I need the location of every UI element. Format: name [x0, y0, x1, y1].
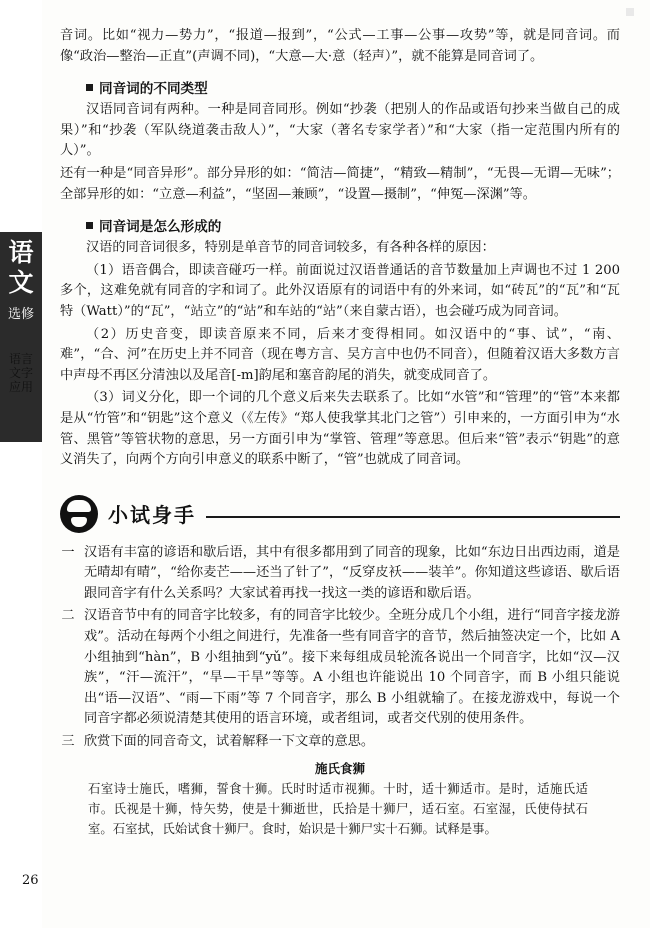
- item-text: 欣赏下面的同音奇文，试着解释一下文章的意思。: [84, 734, 375, 750]
- paragraph-2: 汉语同音词有两种。一种是同音同形。例如“抄袭（把别人的作品或语句抄来当做自己的成果）”和“抄袭（军队绕道袭击敌人）”，“大家（著名专家学者）”和“大家（指一定范围内所有的人）”。: [60, 102, 620, 159]
- story-body: 石室诗士施氏，嗜狮，誓食十狮。氏时时适市视狮。十时，适十狮适市。是时，适施氏适市。氏视是十狮，恃矢势，使是十狮逝世，氏拾是十狮尸，适石室。石室湿，氏使侍拭石室。石室拭，氏始试食十狮尸。食时，始识是十狮尸实十石狮。试释是事。: [88, 780, 588, 836]
- section-heading-1: [86, 77, 620, 97]
- list-item: [60, 732, 620, 753]
- section-heading-2-label: 同音词是怎么形成的: [99, 219, 222, 236]
- item-number: 二: [61, 608, 75, 624]
- list-item: [60, 606, 620, 730]
- exercise-list: [60, 543, 620, 753]
- spine-title: 语文: [8, 238, 34, 297]
- paragraph-6: （2）历史音变，即读音原来不同，后来才变得相同。如汉语中的“事、试”，“南、难”，“合、河”在历史上并不同音（现在粤方言、吴方言中也仍不同音），但随着汉语大多数方言中声母不再区分清浊以及尾音[-m]韵尾和塞音韵尾的消失，就变成同音了。: [60, 326, 620, 383]
- item-number: 一: [61, 544, 75, 560]
- paragraph-3: 还有一种是“同音异形”。部分异形的如：“简洁—简捷”，“精致—精制”，“无畏—无谓—无味”；全部异形的如：“立意—利益”，“坚固—兼顾”，“设置—摄制”，“伸冤—深渊”等。: [60, 165, 620, 202]
- paragraph-4: 汉语的同音词很多，特别是单音节的同音词较多，有各种各样的原因：: [86, 240, 495, 256]
- story-title: 施氏食狮: [314, 760, 365, 776]
- paragraph-7: （3）词义分化，即一个词的几个意义后来失去联系了。比如“水管”和“管理”的“管”本来都是从“竹管”和“钥匙”这个意义（《左传》“郑人使我掌其北门之管”）引申来的，一方面引申为“水管、黑管”等管状物的意思，另一方面引申为“掌管、管理”等意思。但后来“管”表示“钥匙”的意义消失了，向两个方向引申意义的联系中断了，“管”也就成了同音词。: [60, 390, 620, 468]
- exercise-title: 小试身手: [108, 503, 196, 528]
- exercise-divider: [206, 516, 620, 518]
- section-heading-2: [86, 215, 620, 235]
- book-spine: [0, 0, 42, 928]
- page-number: 26: [22, 873, 39, 888]
- item-text: 汉语音节中有的同音字比较多，有的同音字比较少。全班分成几个小组，进行“同音字接龙游戏”。活动在每两个小组之间进行，先准备一些有同音字的音节，然后抽签决定一个，比如 A 小组抽到“hàn”，B 小组抽到“yǔ”。接下来每组成员轮流各说出一个同音字，比如“汉—汉族”，“汗—流汗”，“旱—干旱”等等。A 小组也许能说出 10 个同音字，而 B 小组只能说出“语—汉语”、“雨—下雨”等 7 个同音字，那么 B 小组就输了。在接龙游戏中，每说一个同音字都必须说清楚其使用的语言环境，或者组词，或者交代别的使用条件。: [84, 608, 620, 727]
- item-text: 汉语有丰富的谚语和歇后语，其中有很多都用到了同音的现象，比如“东边日出西边雨，道是无晴却有晴”，“给你麦芒——还当了针了”，“反穿皮袄——装羊”。你知道这些谚语、歇后语跟同音字有什么关系吗？大家试着再找一找这一类的谚语和歇后语。: [84, 544, 620, 601]
- item-number: 三: [61, 734, 75, 750]
- spine-vertical-label: 语言文字应用: [8, 352, 33, 394]
- mouse-stamp-icon: [60, 495, 98, 533]
- bullet-square-icon: [86, 84, 93, 91]
- page-content: [60, 26, 620, 839]
- paragraph-1: 音词。比如“视力—势力”，“报道—报到”，“公式—工事—公事—攻势”等，就是同音词。而像“政治—整治—正直”(声调不同)，“大意—大·意（轻声）”，就不能算是同音词了。: [60, 28, 620, 64]
- exercise-header: [60, 493, 620, 535]
- list-item: [60, 543, 620, 605]
- spine-subtitle: 选修: [7, 307, 34, 322]
- section-heading-1-label: 同音词的不同类型: [99, 81, 208, 98]
- corner-mark: [626, 8, 634, 16]
- bullet-square-icon: [86, 222, 93, 229]
- paragraph-5: （1）语音偶合，即读音碰巧一样。前面说过汉语普通话的音节数量加上声调也不过 1 200 多个，这难免就有同音的字和词了。此外汉语原有的词语中有的外来词，如“砖瓦”的“瓦”和“瓦特（Watt）”的“瓦”，“站立”的“站”和车站的“站”（来自蒙古语），也会碰巧成为同音词。: [60, 262, 620, 319]
